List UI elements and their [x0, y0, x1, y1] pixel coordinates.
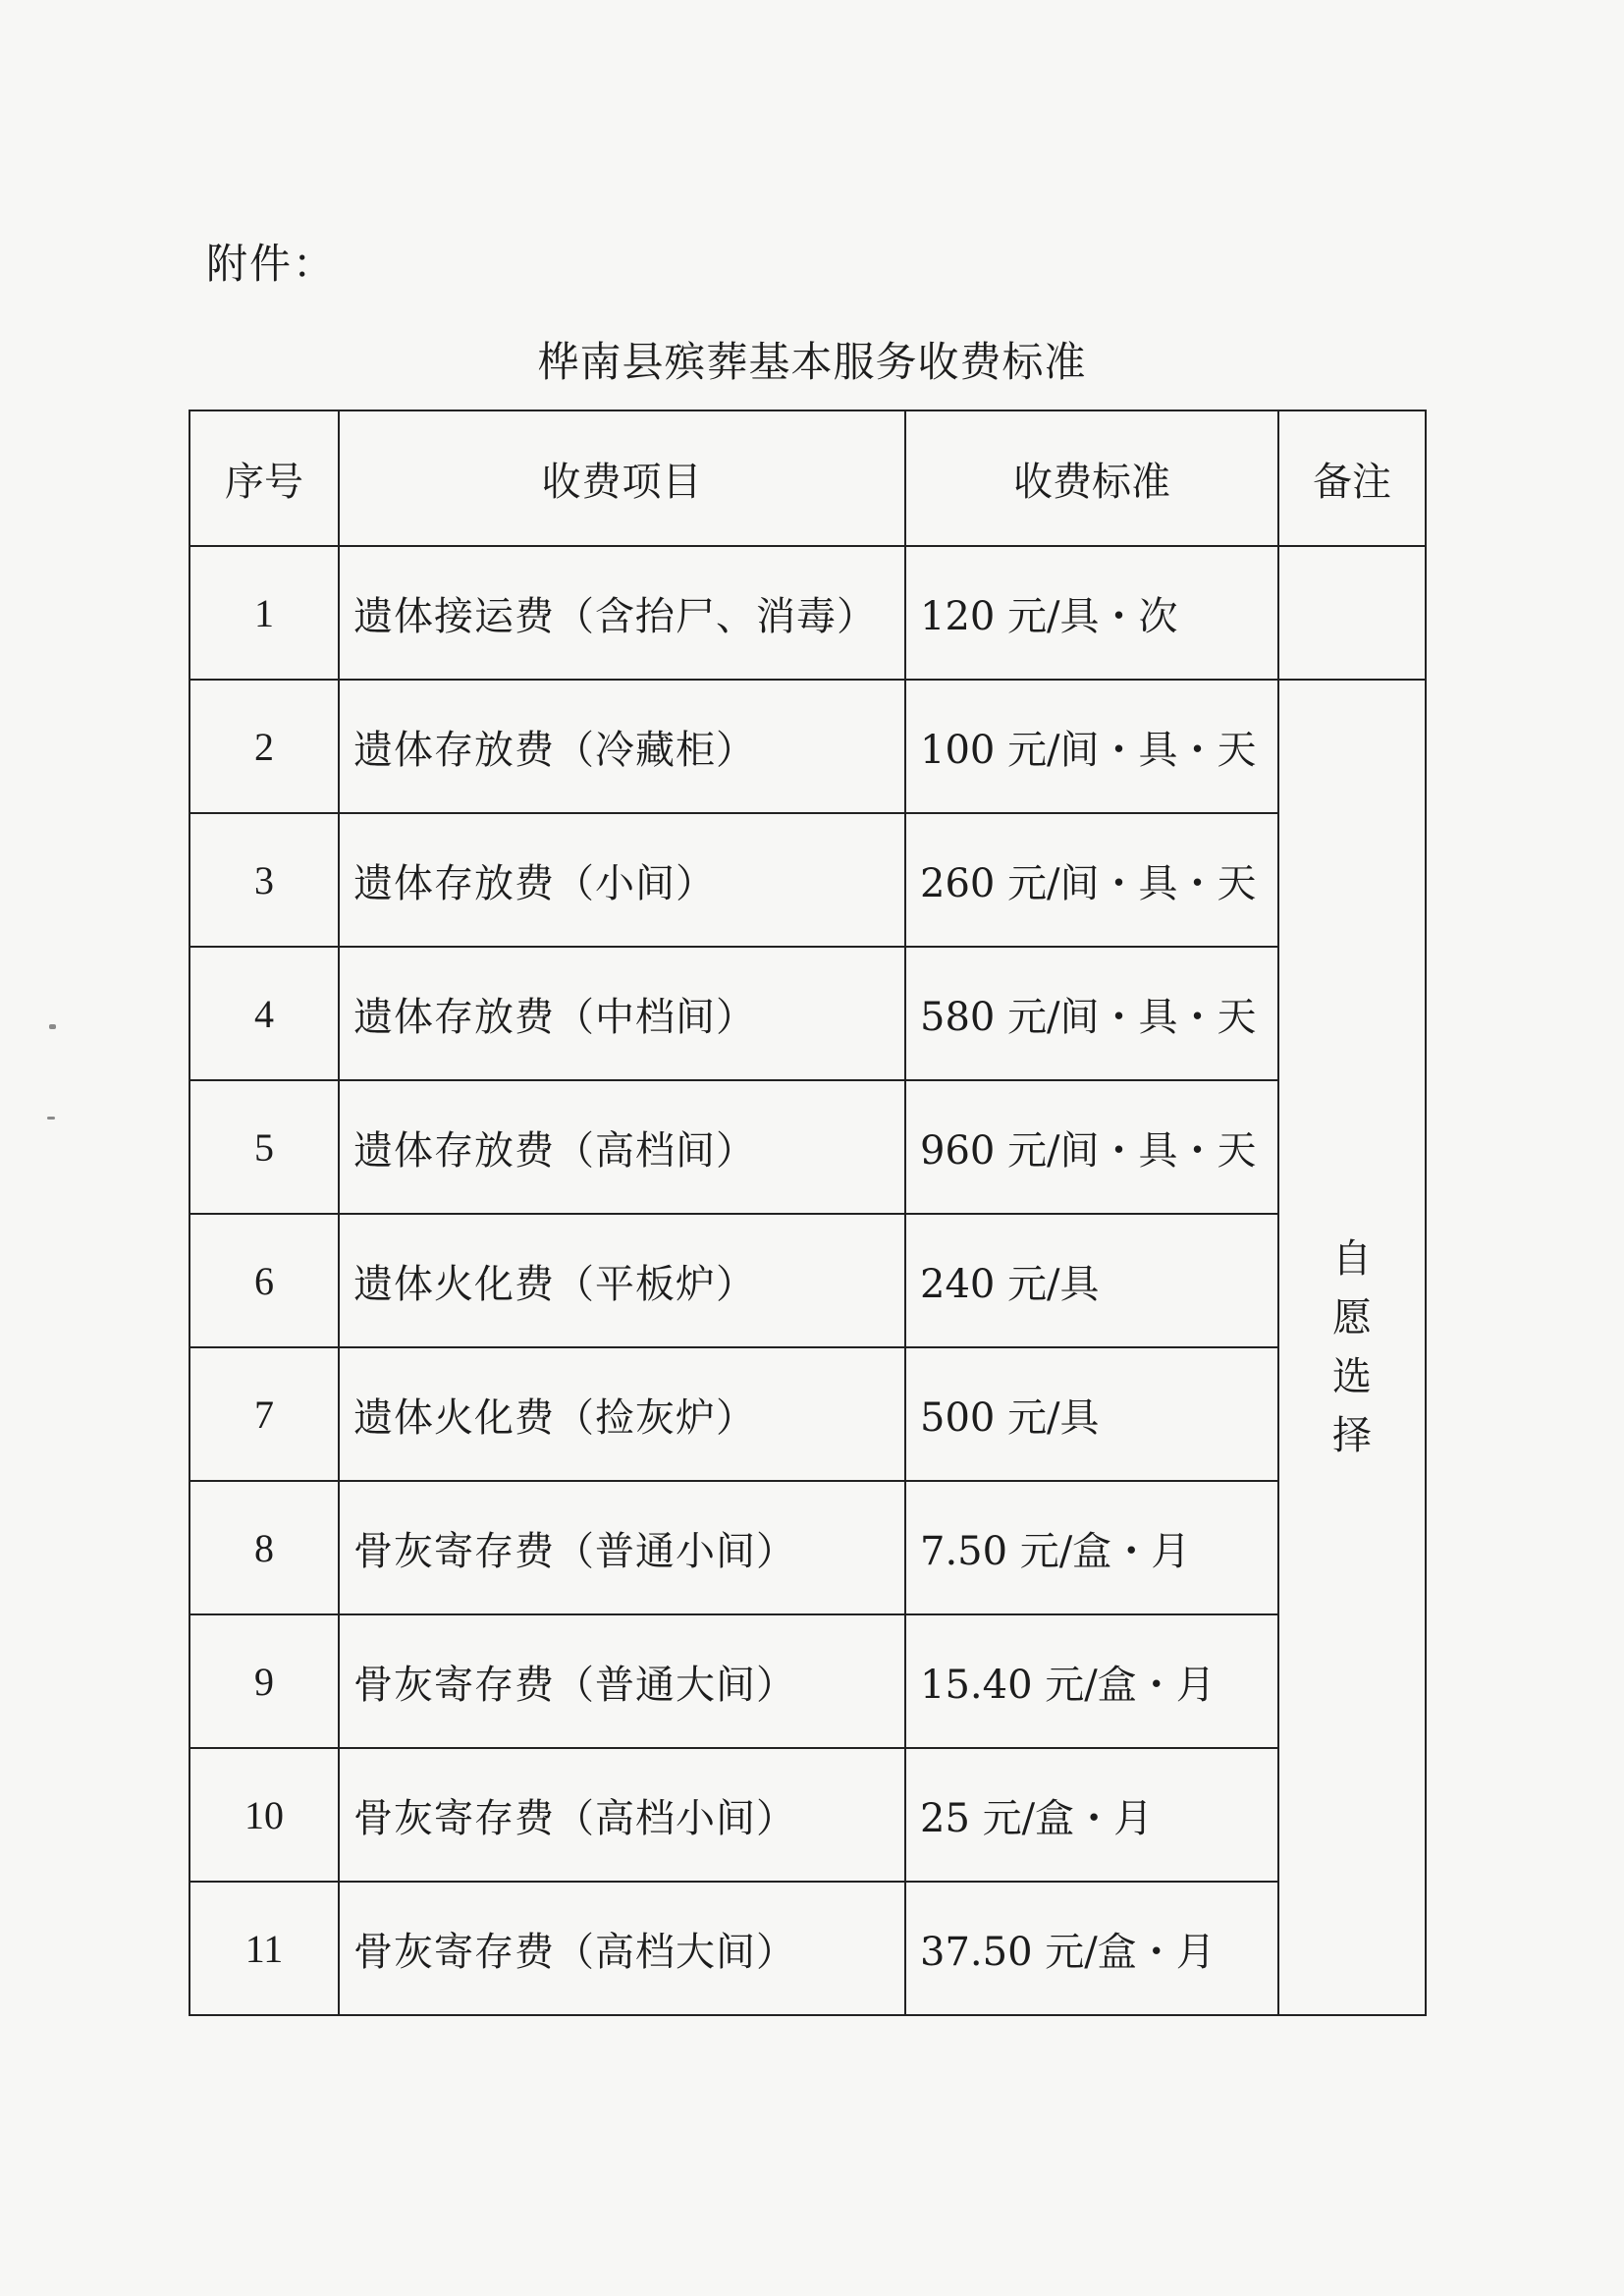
remarks-voluntary-cell	[1278, 680, 1426, 2015]
table-row	[189, 680, 1426, 813]
row-standard: 15.40 元/盒・月	[905, 1614, 1278, 1748]
row-number: 4	[189, 947, 339, 1080]
row-item: 遗体存放费（中档间）	[339, 947, 905, 1080]
remarks-voluntary-text: 自愿选择	[1332, 1236, 1372, 1458]
row-number: 5	[189, 1080, 339, 1214]
row-item: 遗体存放费（小间）	[339, 813, 905, 947]
row-item: 遗体火化费（捡灰炉）	[339, 1347, 905, 1481]
table-row	[189, 1614, 1426, 1748]
row-standard: 580 元/间・具・天	[905, 947, 1278, 1080]
row-number: 9	[189, 1614, 339, 1748]
row-standard: 260 元/间・具・天	[905, 813, 1278, 947]
header-serial-number: 序号	[189, 410, 339, 546]
row-item: 遗体接运费（含抬尸、消毒）	[339, 546, 905, 680]
table-row	[189, 1748, 1426, 1882]
table-row	[189, 947, 1426, 1080]
row-remarks-empty	[1278, 546, 1426, 680]
row-standard: 120 元/具・次	[905, 546, 1278, 680]
header-fee-standard: 收费标准	[905, 410, 1278, 546]
table-row	[189, 1214, 1426, 1347]
row-number: 11	[189, 1882, 339, 2015]
row-number: 3	[189, 813, 339, 947]
row-item: 骨灰寄存费（普通小间）	[339, 1481, 905, 1614]
row-number: 2	[189, 680, 339, 813]
row-number: 10	[189, 1748, 339, 1882]
row-standard: 37.50 元/盒・月	[905, 1882, 1278, 2015]
table-header-row	[189, 410, 1426, 546]
row-standard: 7.50 元/盒・月	[905, 1481, 1278, 1614]
fee-standards-table	[189, 410, 1427, 2016]
header-fee-item: 收费项目	[339, 410, 905, 546]
table-row	[189, 546, 1426, 680]
row-item: 骨灰寄存费（高档小间）	[339, 1748, 905, 1882]
row-standard: 960 元/间・具・天	[905, 1080, 1278, 1214]
row-item: 骨灰寄存费（高档大间）	[339, 1882, 905, 2015]
row-number: 8	[189, 1481, 339, 1614]
row-standard: 500 元/具	[905, 1347, 1278, 1481]
scan-speck	[49, 1024, 56, 1029]
scan-speck	[47, 1117, 55, 1120]
row-item: 遗体存放费（高档间）	[339, 1080, 905, 1214]
header-remarks: 备注	[1278, 410, 1426, 546]
table-row	[189, 1882, 1426, 2015]
row-item: 骨灰寄存费（普通大间）	[339, 1614, 905, 1748]
row-item: 遗体存放费（冷藏柜）	[339, 680, 905, 813]
row-number: 6	[189, 1214, 339, 1347]
row-standard: 100 元/间・具・天	[905, 680, 1278, 813]
attachment-label: 附件：	[206, 240, 337, 288]
row-standard: 25 元/盒・月	[905, 1748, 1278, 1882]
row-number: 7	[189, 1347, 339, 1481]
table-row	[189, 1080, 1426, 1214]
table-row	[189, 1347, 1426, 1481]
row-item: 遗体火化费（平板炉）	[339, 1214, 905, 1347]
document-title: 桦南县殡葬基本服务收费标准	[537, 338, 1087, 386]
table-row	[189, 1481, 1426, 1614]
table-row	[189, 813, 1426, 947]
row-number: 1	[189, 546, 339, 680]
row-standard: 240 元/具	[905, 1214, 1278, 1347]
